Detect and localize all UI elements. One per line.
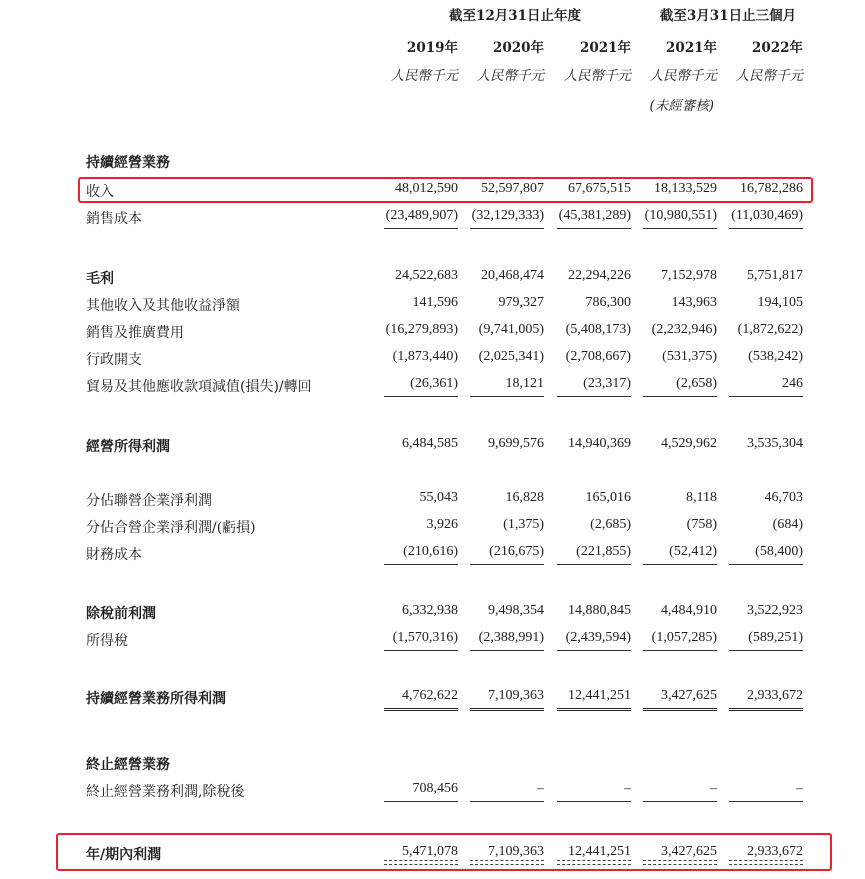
cont-profit-value-2021: 12,441,251 — [568, 688, 631, 703]
underline-rule — [557, 650, 631, 651]
unaudited-note: (未經審核) — [649, 98, 714, 114]
cont-profit-value-2019: 4,762,622 — [402, 688, 458, 703]
year-2021: 2021年 — [579, 40, 631, 56]
double-underline-rule — [557, 708, 631, 713]
underline-rule — [729, 396, 803, 397]
other-income-value-2020: 979,327 — [498, 295, 544, 310]
associates-value-2020: 16,828 — [505, 490, 544, 505]
other-income-value-q2021: 143,963 — [671, 295, 717, 310]
finance-value-2019: (210,616) — [403, 544, 458, 559]
underline-rule — [384, 228, 458, 229]
impairment-label: 貿易及其他應收款項減值(損失)/轉回 — [86, 379, 312, 395]
gross-profit-value-2020: 20,468,474 — [481, 268, 544, 283]
finance-value-q2022: (58,400) — [755, 544, 803, 559]
underline-rule — [470, 228, 544, 229]
revenue-value-q2021: 18,133,529 — [654, 181, 717, 196]
finance-value-2021: (221,855) — [576, 544, 631, 559]
period-profit-highlight-box — [56, 833, 832, 871]
underline-rule — [643, 228, 717, 229]
tax-value-2019: (1,570,316) — [392, 630, 458, 645]
underline-rule — [557, 801, 631, 802]
double-underline-rule — [643, 708, 717, 713]
quarter-2022: 2022年 — [751, 40, 803, 56]
operating-profit-value-q2022: 3,535,304 — [747, 436, 803, 451]
underline-rule — [557, 228, 631, 229]
cont-profit-value-q2021: 3,427,625 — [661, 688, 717, 703]
underline-rule — [384, 801, 458, 802]
unit-2019: 人民幣千元 — [390, 68, 458, 84]
pbt-label: 除稅前利潤 — [86, 606, 156, 622]
admin-value-2020: (2,025,341) — [478, 349, 544, 364]
selling-value-2021: (5,408,173) — [565, 322, 631, 337]
tax-value-2021: (2,439,594) — [565, 630, 631, 645]
cost-of-sales-value-2021: (45,381,289) — [558, 208, 631, 223]
finance-value-2020: (216,675) — [489, 544, 544, 559]
underline-rule — [557, 564, 631, 565]
unit-2021: 人民幣千元 — [563, 68, 631, 84]
double-underline-rule — [384, 708, 458, 713]
jv-value-2021: (2,685) — [590, 517, 631, 532]
impairment-value-2019: (26,361) — [410, 376, 458, 391]
disc-profit-value-2019: 708,456 — [412, 781, 458, 796]
other-income-value-2019: 141,596 — [412, 295, 458, 310]
tax-value-q2022: (589,251) — [748, 630, 803, 645]
cost-of-sales-value-q2021: (10,980,551) — [644, 208, 717, 223]
gross-profit-value-q2022: 5,751,817 — [747, 268, 803, 283]
other-income-value-2021: 786,300 — [585, 295, 631, 310]
underline-rule — [729, 564, 803, 565]
year-2019: 2019年 — [406, 40, 458, 56]
period-profit-value-q2022: 2,933,672 — [747, 844, 803, 859]
associates-value-q2021: 8,118 — [686, 490, 717, 505]
underline-rule — [470, 650, 544, 651]
quarter-2021: 2021年 — [665, 40, 717, 56]
underline-rule — [384, 396, 458, 397]
continuing-operations-title: 持續經營業務 — [86, 155, 170, 171]
selling-value-2019: (16,279,893) — [385, 322, 458, 337]
underline-rule — [384, 564, 458, 565]
operating-profit-value-2021: 14,940,369 — [568, 436, 631, 451]
underline-rule — [729, 228, 803, 229]
unit-2020: 人民幣千元 — [476, 68, 544, 84]
discontinued-operations-title: 終止經營業務 — [86, 757, 170, 773]
underline-rule — [643, 650, 717, 651]
selling-value-q2021: (2,232,946) — [651, 322, 717, 337]
unit-q2022: 人民幣千元 — [735, 68, 803, 84]
underline-rule — [557, 396, 631, 397]
period-profit-value-2021: 12,441,251 — [568, 844, 631, 859]
cont-profit-value-q2022: 2,933,672 — [747, 688, 803, 703]
underline-rule — [729, 801, 803, 802]
jv-value-2020: (1,375) — [503, 517, 544, 532]
disc-profit-value-2020: – — [537, 781, 544, 796]
double-underline-rule — [470, 708, 544, 713]
operating-profit-value-2019: 6,484,585 — [402, 436, 458, 451]
underline-rule — [729, 650, 803, 651]
other-income-value-q2022: 194,105 — [757, 295, 803, 310]
pbt-value-q2022: 3,522,923 — [747, 603, 803, 618]
period-profit-value-2020: 7,109,363 — [488, 844, 544, 859]
cost-of-sales-value-2020: (32,129,333) — [471, 208, 544, 223]
jv-value-2019: 3,926 — [426, 517, 458, 532]
impairment-value-2020: 18,121 — [505, 376, 544, 391]
finance-label: 財務成本 — [86, 547, 142, 563]
jv-value-q2022: (684) — [772, 517, 803, 532]
impairment-value-q2022: 246 — [782, 376, 803, 391]
other-income-label: 其他收入及其他收益淨額 — [86, 298, 240, 314]
associates-value-2021: 165,016 — [585, 490, 631, 505]
gross-profit-value-q2021: 7,152,978 — [661, 268, 717, 283]
year-2020: 2020年 — [492, 40, 544, 56]
impairment-value-q2021: (2,658) — [676, 376, 717, 391]
disc-profit-label: 終止經營業務利潤,除稅後 — [86, 784, 245, 800]
jv-label: 分佔合營企業淨利潤/(虧損) — [86, 520, 256, 536]
admin-value-q2021: (531,375) — [662, 349, 717, 364]
operating-profit-label: 經營所得利潤 — [86, 439, 170, 455]
selling-label: 銷售及推廣費用 — [86, 325, 184, 341]
gross-profit-label: 毛利 — [86, 271, 114, 287]
header-group-year: 截至12月31日止年度 — [448, 8, 582, 24]
underline-rule — [470, 801, 544, 802]
unit-q2021: 人民幣千元 — [649, 68, 717, 84]
revenue-label: 收入 — [86, 184, 114, 200]
admin-value-q2022: (538,242) — [748, 349, 803, 364]
header-group-quarter: 截至3月31日止三個月 — [659, 8, 797, 24]
underline-rule — [470, 564, 544, 565]
period-profit-value-q2021: 3,427,625 — [661, 844, 717, 859]
associates-label: 分佔聯營企業淨利潤 — [86, 493, 212, 509]
pbt-value-2020: 9,498,354 — [488, 603, 544, 618]
revenue-highlight-box — [78, 177, 813, 203]
revenue-value-2019: 48,012,590 — [395, 181, 458, 196]
pbt-value-q2021: 4,484,910 — [661, 603, 717, 618]
tax-value-q2021: (1,057,285) — [651, 630, 717, 645]
associates-value-q2022: 46,703 — [764, 490, 803, 505]
tax-label: 所得稅 — [86, 633, 128, 649]
gross-profit-value-2019: 24,522,683 — [395, 268, 458, 283]
disc-profit-value-q2021: – — [710, 781, 717, 796]
disc-profit-value-2021: – — [624, 781, 631, 796]
cost-of-sales-value-q2022: (11,030,469) — [731, 208, 803, 223]
underline-rule — [470, 396, 544, 397]
underline-rule — [384, 650, 458, 651]
cost-of-sales-value-2019: (23,489,907) — [385, 208, 458, 223]
double-underline-rule — [729, 708, 803, 713]
underline-rule — [643, 396, 717, 397]
selling-value-q2022: (1,872,622) — [737, 322, 803, 337]
impairment-value-2021: (23,317) — [583, 376, 631, 391]
tax-value-2020: (2,388,991) — [478, 630, 544, 645]
pbt-value-2019: 6,332,938 — [402, 603, 458, 618]
admin-value-2021: (2,708,667) — [565, 349, 631, 364]
associates-value-2019: 55,043 — [419, 490, 458, 505]
gross-profit-value-2021: 22,294,226 — [568, 268, 631, 283]
jv-value-q2021: (758) — [686, 517, 717, 532]
cost-of-sales-label: 銷售成本 — [86, 211, 142, 227]
admin-label: 行政開支 — [86, 352, 142, 368]
revenue-value-2021: 67,675,515 — [568, 181, 631, 196]
operating-profit-value-q2021: 4,529,962 — [661, 436, 717, 451]
selling-value-2020: (9,741,005) — [478, 322, 544, 337]
admin-value-2019: (1,873,440) — [392, 349, 458, 364]
operating-profit-value-2020: 9,699,576 — [488, 436, 544, 451]
period-profit-value-2019: 5,471,078 — [402, 844, 458, 859]
pbt-value-2021: 14,880,845 — [568, 603, 631, 618]
revenue-value-q2022: 16,782,286 — [740, 181, 803, 196]
cont-profit-label: 持續經營業務所得利潤 — [86, 691, 226, 707]
finance-value-q2021: (52,412) — [669, 544, 717, 559]
underline-rule — [643, 801, 717, 802]
period-profit-label: 年/期內利潤 — [86, 847, 162, 863]
underline-rule — [643, 564, 717, 565]
revenue-value-2020: 52,597,807 — [481, 181, 544, 196]
cont-profit-value-2020: 7,109,363 — [488, 688, 544, 703]
disc-profit-value-q2022: – — [796, 781, 803, 796]
